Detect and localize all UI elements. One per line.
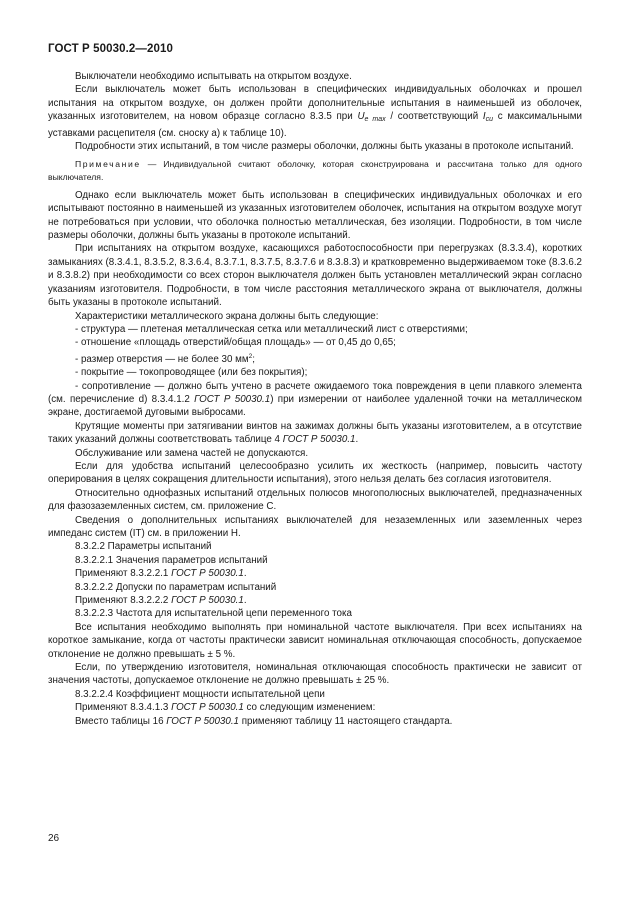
voltage-symbol: U: [357, 111, 365, 123]
standard-ref: ГОСТ Р 50030.1: [171, 702, 244, 714]
paragraph: Характеристики металлического экрана должны быть следующие:: [75, 310, 379, 322]
page-body: [48, 70, 582, 728]
paragraph: Вместо таблицы 16 ГОСТ Р 50030.1 применяют таблицу 11 настоящего стандарта.: [75, 715, 453, 727]
paragraph: Если, по утверждению изготовителя, номинальная отключающая способность практически не зависит от значения частоты, допускаемое отклонение не должно превышать ± 25 %.: [48, 662, 582, 687]
section-heading: 8.3.2.2.3 Частота для испытательной цепи переменного тока: [75, 608, 352, 620]
paragraph: Подробности этих испытаний, в том числе размеры оболочки, должны быть указаны в протоколе испытаний.: [75, 141, 574, 153]
page-number: 26: [48, 833, 60, 844]
document-header: ГОСТ Р 50030.2—2010: [48, 43, 173, 55]
list-item: - размер отверстия — не более 30 $мм^2$;: [75, 352, 255, 365]
section-heading: 8.3.2.2.1 Значения параметров испытаний: [75, 554, 268, 566]
standard-ref: ГОСТ Р 50030.1: [194, 393, 271, 405]
list-item: - покрытие — токопроводящее (или без покрытия);: [75, 367, 308, 379]
paragraph: Применяют 8.3.4.1.3 ГОСТ Р 50030.1 со следующим изменением:: [75, 702, 376, 714]
paragraph: Обслуживание или замена частей не допускаются.: [75, 447, 309, 459]
paragraph: Выключатели необходимо испытывать на открытом воздухе.: [75, 71, 352, 82]
standard-ref: ГОСТ Р 50030.1: [282, 434, 356, 446]
list-item: - отношение «площадь отверстий/общая площадь» — от 0,45 до 0,65;: [75, 337, 396, 349]
paragraph: Однако если выключатель может быть использован в специфических индивидуальных оболочках и его испытывают постоянно в наименьшей из указанных изготовителем оболочек, испытания на открытом воздухе могут не потребоваться при условии, что оболочка полностью металлическая, без изоляции. Подробности, в том числе размеры оболочки, должны быть указаны в протоколе испытаний.: [48, 189, 582, 242]
section-heading: 8.3.2.2 Параметры испытаний: [75, 541, 212, 553]
note-label: Примечание: [75, 159, 141, 170]
paragraph: Если выключатель может быть использован в специфических индивидуальных оболочках и прошел испытания на открытом воздухе, он должен пройти дополнительные испытания в наименьшей из оболочек, указанных изготовителем, на новом образце согласно 8.3.5 при $U_{e max}$ / соответствующий $I_{cu}$ с максимальными уставками расцепителя (см. сноску а) к таблице 10).: [48, 84, 583, 139]
paragraph: Крутящие моменты при затягивании винтов на зажимах должны быть указаны изготовителем, а в отсутствие таких указаний должны соответствовать таблице 4 ГОСТ Р 50030.1.: [48, 420, 582, 446]
section-heading: 8.3.2.2.4 Коэффициент мощности испытательной цепи: [75, 688, 325, 700]
paragraph: При испытаниях на открытом воздухе, касающихся работоспособности при перегрузках (8.3.3.4), коротких замыканиях (8.3.4.1, 8.3.5.2, 8.3.6.4, 8.3.7.1, 8.3.7.5, 8.3.7.6 и 8.3.8.3) и кратковременно выдерживаемом токе (8.3.6.2 и 8.3.8.2) при необходимости со всех сторон выключателя должен быть установлен металлический экран согласно указаниям изготовителя. Подробности, в том числе расстояния металлического экрана от выключателя, должны быть указаны в протоколе испытаний.: [48, 243, 582, 309]
current-symbol: I: [482, 111, 486, 123]
paragraph: Применяют 8.3.2.2.2 ГОСТ Р 50030.1.: [75, 595, 247, 607]
standard-ref: ГОСТ Р 50030.1: [171, 595, 244, 607]
paragraph: Сведения о дополнительных испытаниях выключателей для незаземленных или заземленных через импеданс систем (IT) см. в приложении Н.: [48, 514, 582, 539]
note: Примечание — Индивидуальной считают оболочку, которая сконструирована и рассчитана только для одного выключателя.: [48, 159, 582, 182]
paragraph: Относительно однофазных испытаний отдельных полюсов многополюсных выключателей, предназначенных для фазозаземленных систем, см. приложение С.: [48, 487, 582, 513]
list-item: - структура — плетеная металлическая сетка или металлический лист с отверстиями;: [75, 323, 468, 335]
paragraph: Все испытания необходимо выполнять при номинальной частоте выключателя. При всех испытаниях на короткое замыкание, когда от частоты практически зависит номинальная отключающая способность, допускаемое отклонение не должно превышать ± 5 %.: [48, 621, 582, 660]
paragraph: Если для удобства испытаний целесообразно усилить их жесткость (например, повысить частоту оперирования в целях сокращения длительности испытания), этого нельзя делать без согласия изготовителя.: [48, 460, 582, 486]
standard-ref: ГОСТ Р 50030.1: [166, 715, 239, 727]
paragraph: Применяют 8.3.2.2.1 ГОСТ Р 50030.1.: [75, 568, 247, 580]
list-item: - сопротивление — должно быть учтено в расчете ожидаемого тока повреждения в цепи плавкого элемента (см. перечисление d) 8.3.4.1.2 ГОСТ Р 50030.1) при измерении от наиболее удаленной точки на металлическом экране, достигаемой дуговыми выбросами.: [48, 380, 582, 419]
section-heading: 8.3.2.2.2 Допуски по параметрам испытаний: [75, 581, 277, 593]
standard-ref: ГОСТ Р 50030.1: [171, 568, 244, 580]
